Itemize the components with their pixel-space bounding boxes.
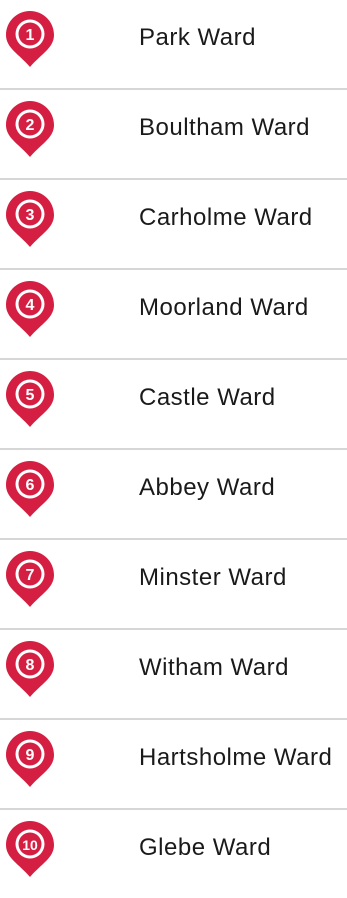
ward-list-item[interactable] xyxy=(0,90,347,180)
ward-name: Castle Ward xyxy=(139,384,276,411)
ward-name: Hartsholme Ward xyxy=(139,744,333,771)
ward-number: 9 xyxy=(25,747,35,764)
map-pin-icon xyxy=(5,460,55,518)
ward-list-item[interactable] xyxy=(0,630,347,720)
ward-name: Carholme Ward xyxy=(139,204,313,231)
ward-name: Minster Ward xyxy=(139,564,287,591)
map-pin-icon xyxy=(5,730,55,788)
ward-list-item[interactable] xyxy=(0,180,347,270)
ward-number: 10 xyxy=(22,837,38,853)
ward-list-item[interactable] xyxy=(0,450,347,540)
ward-list-item[interactable] xyxy=(0,720,347,810)
ward-name: Witham Ward xyxy=(139,654,289,681)
ward-name: Abbey Ward xyxy=(139,474,276,501)
ward-number: 5 xyxy=(25,387,35,404)
ward-name: Boultham Ward xyxy=(139,114,311,141)
ward-number: 1 xyxy=(25,27,35,44)
ward-number: 2 xyxy=(25,117,35,134)
map-pin-icon xyxy=(5,550,55,608)
map-pin-icon xyxy=(5,190,55,248)
ward-list-item[interactable] xyxy=(0,0,347,90)
ward-list-item[interactable] xyxy=(0,360,347,450)
ward-name: Park Ward xyxy=(139,24,256,51)
ward-name: Moorland Ward xyxy=(139,294,309,321)
ward-list-item[interactable] xyxy=(0,540,347,630)
ward-number: 3 xyxy=(25,207,35,224)
map-pin-icon xyxy=(5,820,55,878)
map-pin-icon xyxy=(5,280,55,338)
ward-number: 8 xyxy=(25,657,35,674)
map-pin-icon xyxy=(5,640,55,698)
map-pin-icon xyxy=(5,370,55,428)
ward-number: 4 xyxy=(25,297,35,314)
ward-list-item[interactable] xyxy=(0,810,347,898)
ward-list-item[interactable] xyxy=(0,270,347,360)
ward-number: 6 xyxy=(25,477,35,494)
map-pin-icon xyxy=(5,100,55,158)
ward-name: Glebe Ward xyxy=(139,834,272,861)
map-pin-icon xyxy=(5,10,55,68)
ward-number: 7 xyxy=(25,567,35,584)
